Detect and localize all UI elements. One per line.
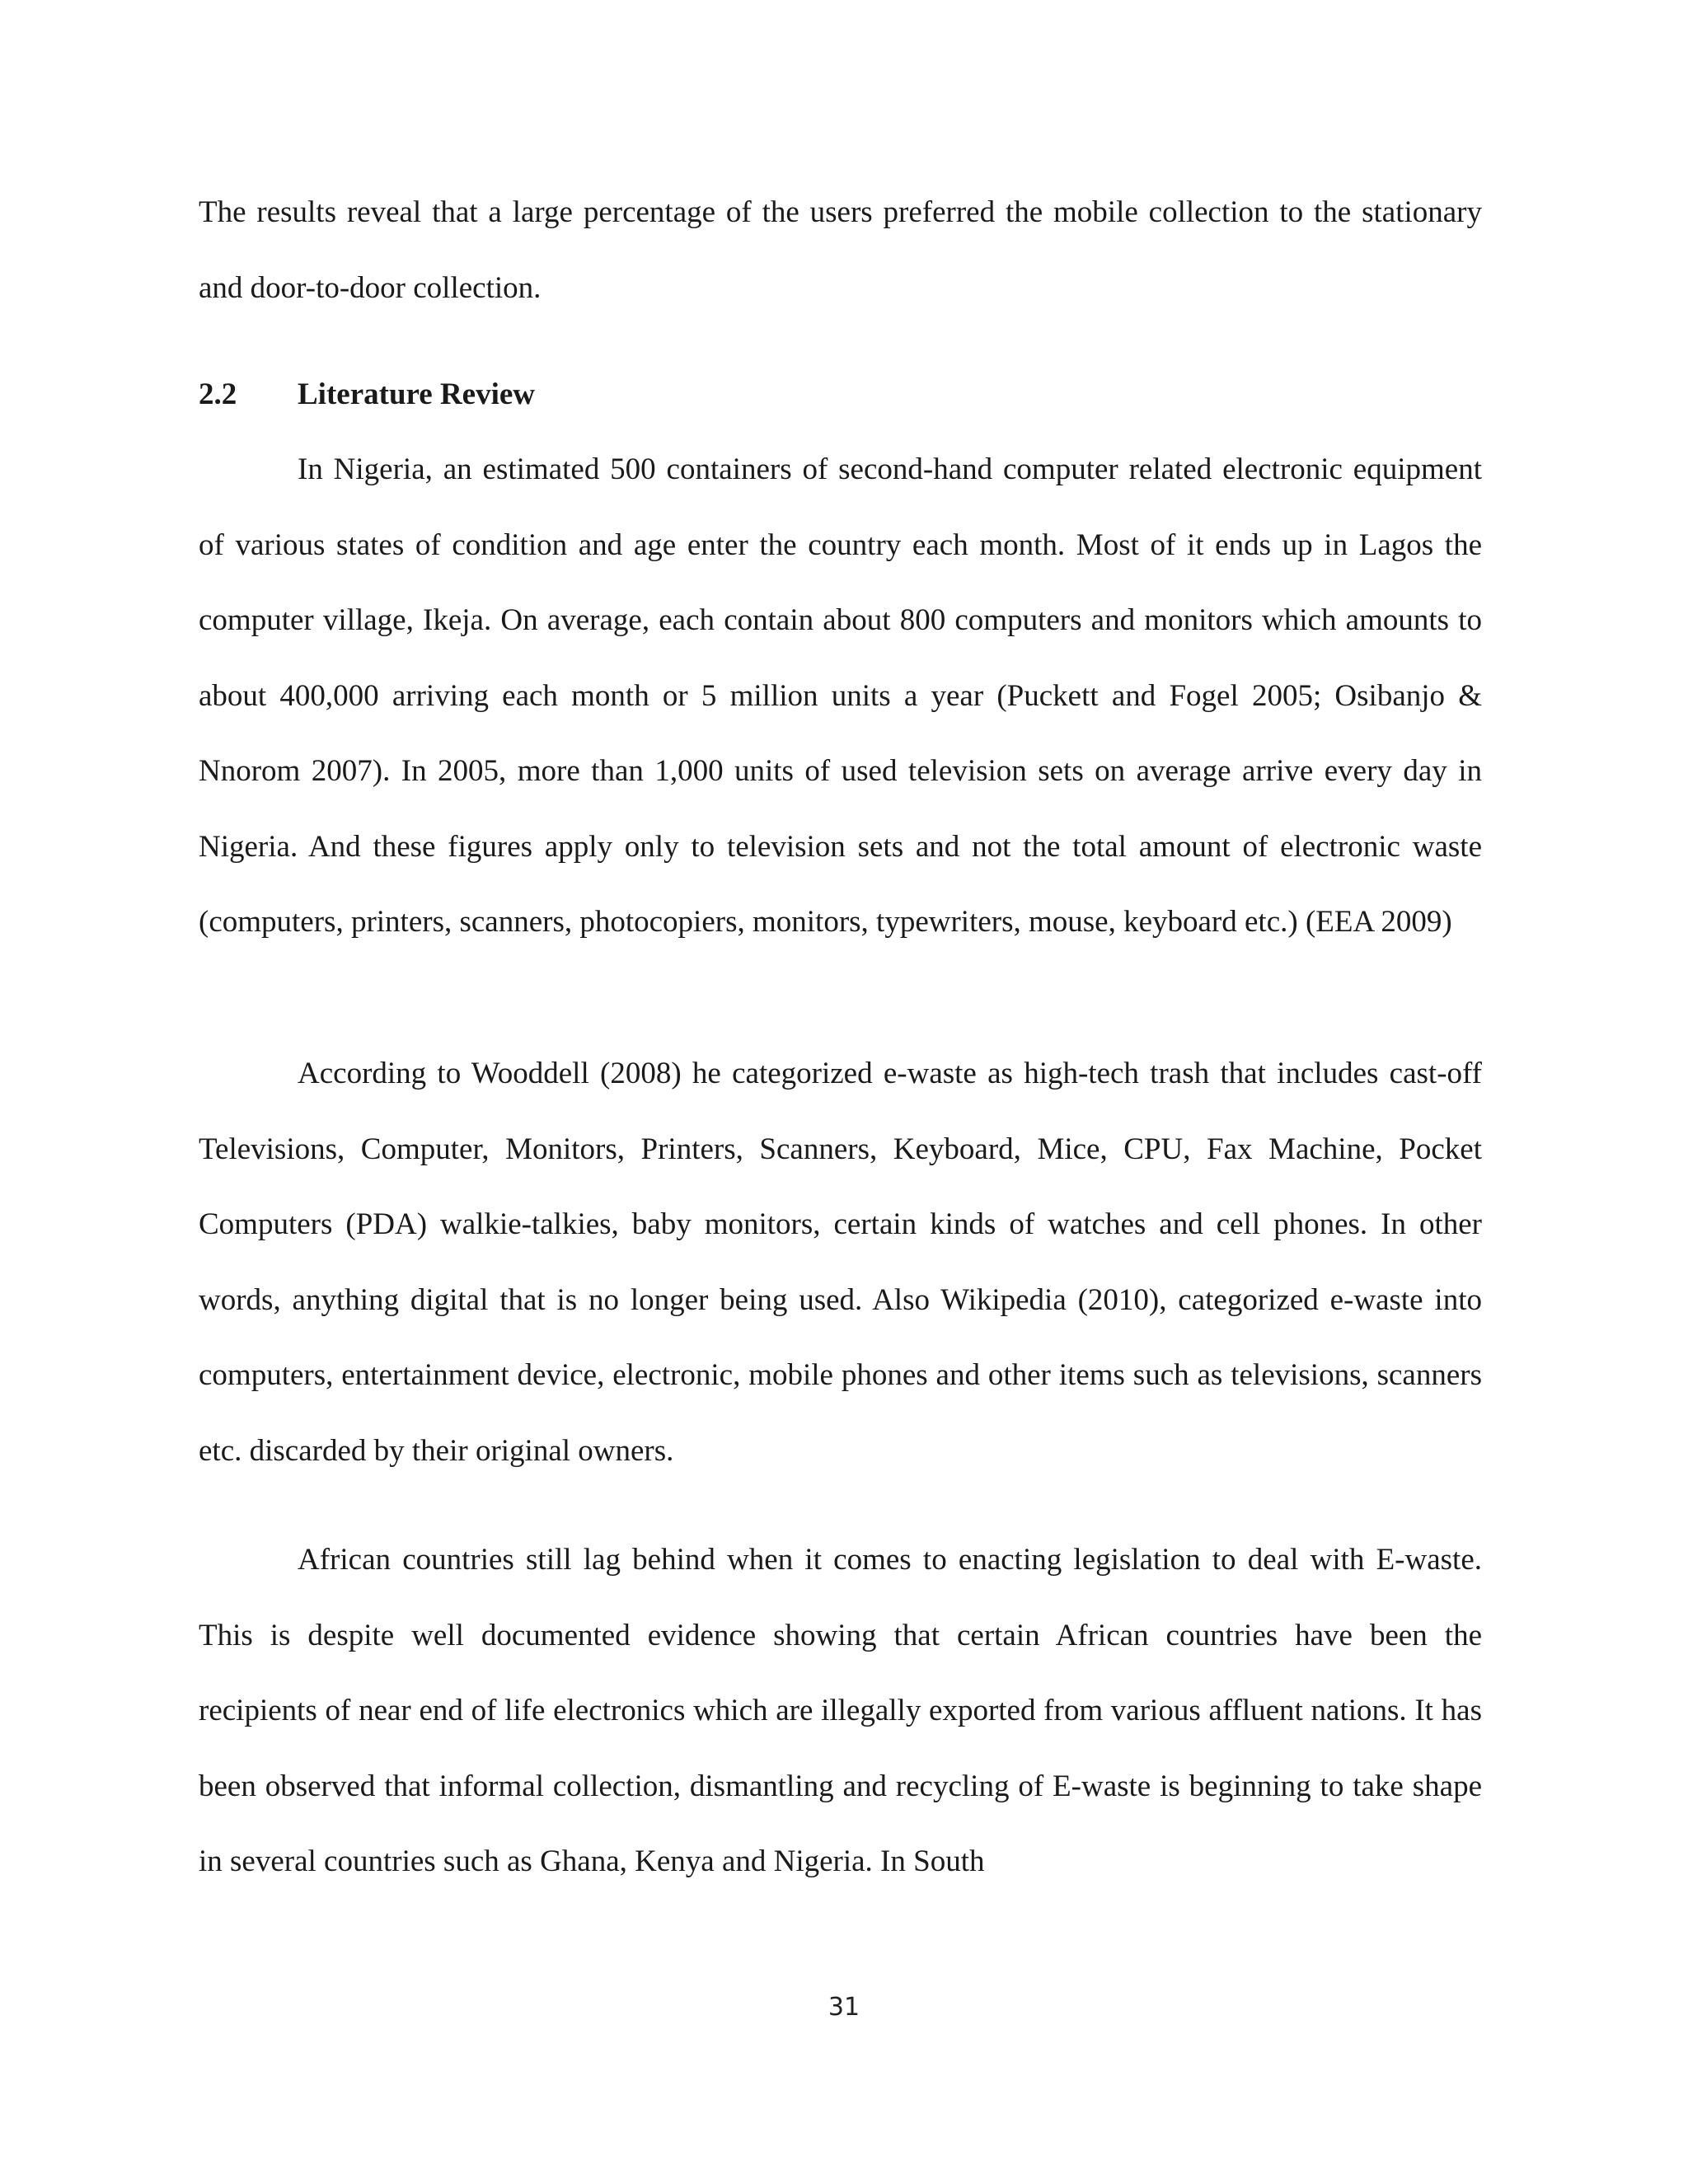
section-heading — [199, 367, 535, 423]
section-title: Literature Review — [298, 377, 536, 411]
paragraph-nigeria-imports: In Nigeria, an estimated 500 containers of second-hand computer related electronic equipment of various states of condition and age enter the country each month. Most of it ends up in Lagos the computer village, Ikeja. On average, each contain about 800 computers and monitors which amounts to about 400,000 arriving each month or 5 million units a year (Puckett and Fogel 2005; Osibanjo & Nnorom 2007). In 2005, more than 1,000 units of used television sets on average arrive every day in Nigeria. And these figures apply only to television sets and not the total amount of electronic waste (computers, printers, scanners, photocopiers, monitors, typewriters, mouse, keyboard etc.) (EEA 2009) — [199, 452, 1482, 939]
intro-paragraph: The results reveal that a large percentage of the users preferred the mobile collection to the stationary and door-to-door collection. — [199, 195, 1482, 305]
paragraph-ewaste-definition: According to Wooddell (2008) he categorized e-waste as high-tech trash that includes cast-off Televisions, Computer, Monitors, Printers, Scanners, Keyboard, Mice, CPU, Fax Machine, Pocket Computers (PDA) walkie-talkies, baby monitors, certain kinds of watches and cell phones. In other words, anything digital that is no longer being used. Also Wikipedia (2010), categorized e-waste into computers, entertainment device, electronic, mobile phones and other items such as televisions, scanners etc. discarded by their original owners. — [199, 1057, 1482, 1468]
section-number: 2.2 — [199, 377, 237, 411]
paragraph-african-legislation: African countries still lag behind when it comes to enacting legislation to deal with E-waste. This is despite well documented evidence showing that certain African countries have been the recipients of near end of life electronics which are illegally exported from various affluent nations. It has been observed that informal collection, dismantling and recycling of E-waste is beginning to take shape in several countries such as Ghana, Kenya and Nigeria. In South — [199, 1543, 1482, 1878]
page-number: 31 — [828, 1993, 860, 2022]
